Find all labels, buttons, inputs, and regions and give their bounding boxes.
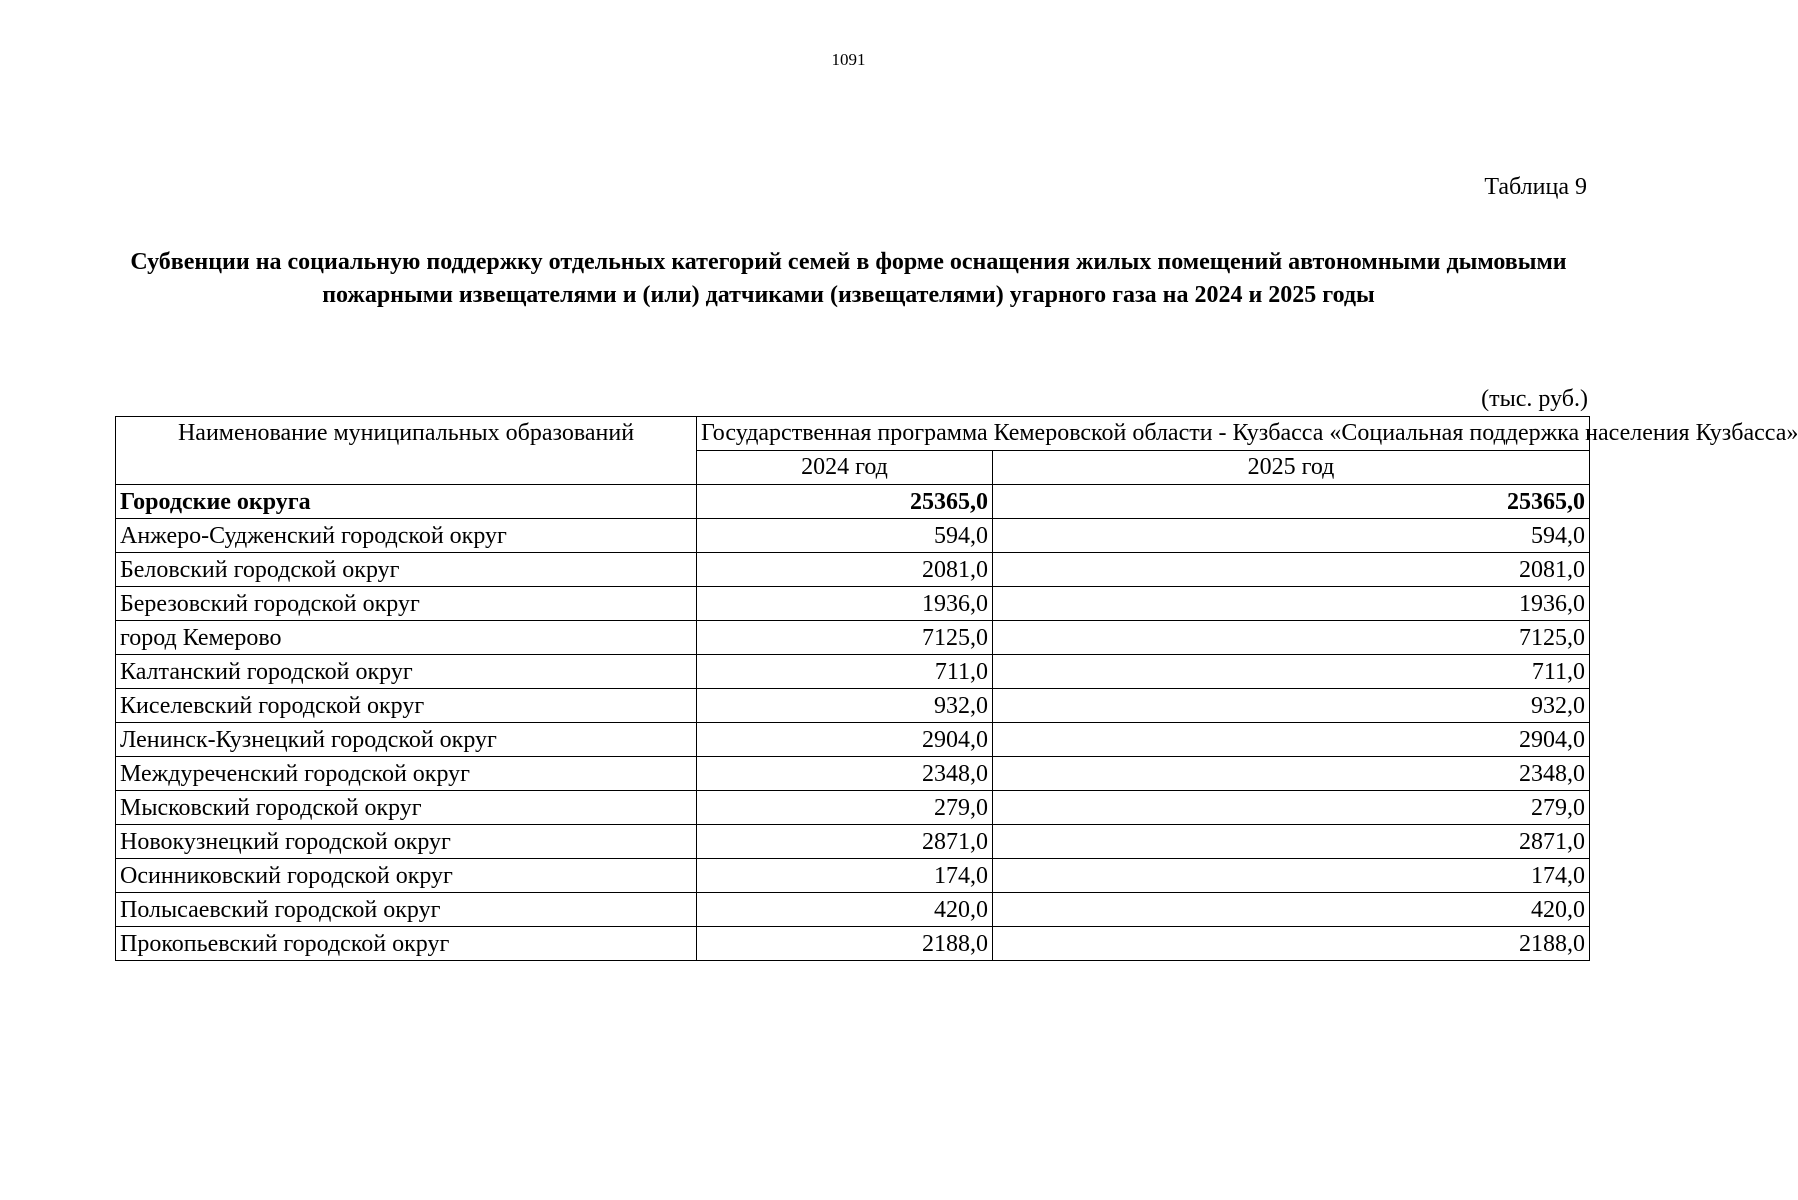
subtotal-row <box>116 485 1590 519</box>
municipality-name: Прокопьевский городской округ <box>116 927 697 961</box>
municipality-name: Ленинск-Кузнецкий городской округ <box>116 723 697 757</box>
value-2025: 2081,0 <box>993 553 1590 587</box>
table-row <box>116 893 1590 927</box>
value-2025: 594,0 <box>993 519 1590 553</box>
value-2024: 2081,0 <box>697 553 993 587</box>
table-row <box>116 689 1590 723</box>
table-row <box>116 757 1590 791</box>
table-row <box>116 791 1590 825</box>
subtotal-2024: 25365,0 <box>697 485 993 519</box>
municipality-name: Березовский городской округ <box>116 587 697 621</box>
municipality-name: Киселевский городской округ <box>116 689 697 723</box>
value-2025: 2871,0 <box>993 825 1590 859</box>
value-2025: 2904,0 <box>993 723 1590 757</box>
municipality-name: Осинниковский городской округ <box>116 859 697 893</box>
value-2025: 279,0 <box>993 791 1590 825</box>
table-row <box>116 723 1590 757</box>
units-label: (тыс. руб.) <box>1481 386 1588 412</box>
value-2024: 7125,0 <box>697 621 993 655</box>
table-row <box>116 859 1590 893</box>
header-year-2024: 2024 год <box>697 451 993 485</box>
municipality-name: Полысаевский городской округ <box>116 893 697 927</box>
value-2025: 420,0 <box>993 893 1590 927</box>
table-row <box>116 553 1590 587</box>
value-2025: 711,0 <box>993 655 1590 689</box>
header-row <box>116 417 1590 451</box>
value-2024: 2904,0 <box>697 723 993 757</box>
municipality-name: Калтанский городской округ <box>116 655 697 689</box>
value-2025: 1936,0 <box>993 587 1590 621</box>
header-year-2025: 2025 год <box>993 451 1590 485</box>
municipality-name: Междуреченский городской округ <box>116 757 697 791</box>
value-2025: 2348,0 <box>993 757 1590 791</box>
value-2024: 174,0 <box>697 859 993 893</box>
value-2024: 279,0 <box>697 791 993 825</box>
table-row <box>116 587 1590 621</box>
value-2024: 420,0 <box>697 893 993 927</box>
page-number: 1091 <box>831 50 866 69</box>
table-row <box>116 621 1590 655</box>
value-2024: 711,0 <box>697 655 993 689</box>
table-row <box>116 927 1590 961</box>
municipality-name: город Кемерово <box>116 621 697 655</box>
value-2024: 932,0 <box>697 689 993 723</box>
header-program: Государственная программа Кемеровской области - Кузбасса «Социальная поддержка населения Кузбасса» <box>697 417 1590 451</box>
subtotal-name: Городские округа <box>116 485 697 519</box>
value-2024: 2188,0 <box>697 927 993 961</box>
table-body <box>116 485 1590 961</box>
value-2025: 2188,0 <box>993 927 1590 961</box>
table-label: Таблица 9 <box>1484 174 1587 200</box>
value-2025: 7125,0 <box>993 621 1590 655</box>
document-title: Субвенции на социальную поддержку отдельных категорий семей в форме оснащения жилых помещений автономными дымовыми пожарными извещателями и (или) датчиками (извещателями) угарного газа на 2024 и 2025 годы <box>130 249 1567 308</box>
table-row <box>116 519 1590 553</box>
header-municipality: Наименование муниципальных образований <box>116 417 697 485</box>
subtotal-2025: 25365,0 <box>993 485 1590 519</box>
value-2024: 2348,0 <box>697 757 993 791</box>
value-2024: 2871,0 <box>697 825 993 859</box>
municipality-name: Анжеро-Судженский городской округ <box>116 519 697 553</box>
table-row <box>116 825 1590 859</box>
municipality-name: Беловский городской округ <box>116 553 697 587</box>
value-2024: 594,0 <box>697 519 993 553</box>
municipality-name: Мысковский городской округ <box>116 791 697 825</box>
value-2024: 1936,0 <box>697 587 993 621</box>
subventions-table <box>115 416 1798 961</box>
value-2025: 932,0 <box>993 689 1590 723</box>
table-row <box>116 655 1590 689</box>
value-2025: 174,0 <box>993 859 1590 893</box>
municipality-name: Новокузнецкий городской округ <box>116 825 697 859</box>
